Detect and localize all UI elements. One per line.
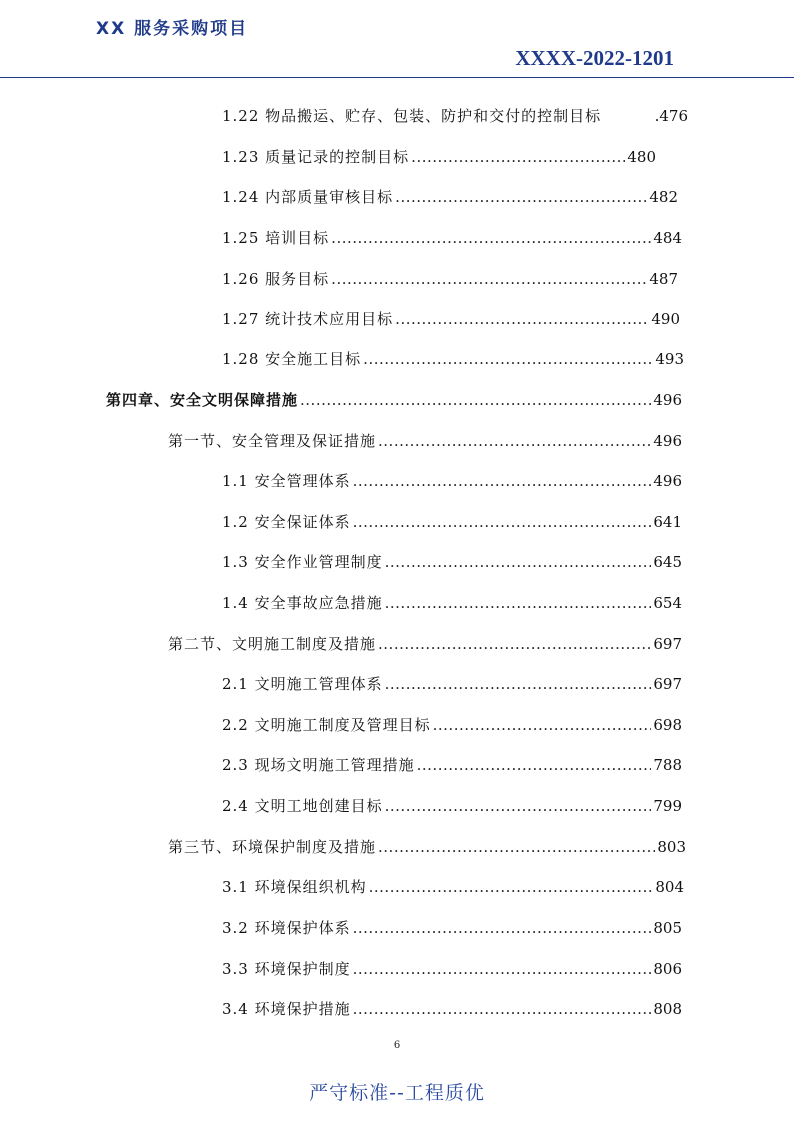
- toc-entry-page: 487: [649, 270, 678, 288]
- toc-leader: [385, 794, 652, 818]
- toc-leader: [395, 185, 647, 209]
- toc-entry-label: 1.2 安全保证体系: [222, 513, 351, 531]
- toc-entry-label: 1.1 安全管理体系: [222, 472, 351, 490]
- footer-motto: 严守标准--工程质优: [309, 1082, 485, 1104]
- toc-leader: [378, 835, 655, 859]
- toc-entry-label: 1.3 安全作业管理制度: [222, 553, 383, 571]
- toc-entry-label: 1.28 安全施工目标: [222, 350, 362, 368]
- toc-entry-page: 496: [653, 432, 682, 450]
- toc-entry-page: 654: [653, 594, 682, 612]
- toc-leader: [385, 550, 652, 574]
- page-number: 6: [393, 1040, 401, 1051]
- toc-entry-label: 第一节、安全管理及保证措施: [168, 432, 377, 450]
- toc-entry[interactable]: [222, 185, 678, 209]
- toc-leader: [417, 753, 652, 777]
- toc-leader: [363, 347, 653, 371]
- toc-entry-label: 3.3 环境保护制度: [222, 960, 351, 978]
- toc-entry[interactable]: [222, 753, 682, 777]
- toc-leader: [433, 713, 652, 737]
- toc-entry[interactable]: [222, 997, 682, 1021]
- toc-entry[interactable]: [222, 550, 682, 574]
- toc-entry-label: 1.26 服务目标: [222, 270, 330, 288]
- toc-entry-label: 1.23 质量记录的控制目标: [222, 148, 410, 166]
- toc-entry-page: 799: [653, 797, 682, 815]
- toc-entry-label: 3.4 环境保护措施: [222, 1000, 351, 1018]
- toc-entry-label: 1.22 物品搬运、贮存、包装、防护和交付的控制目标: [222, 107, 602, 125]
- toc-entry-label: 2.2 文明施工制度及管理目标: [222, 716, 431, 734]
- toc-section[interactable]: [168, 429, 682, 453]
- toc-entry[interactable]: [222, 226, 682, 250]
- toc-entry-label: 1.25 培训目标: [222, 229, 330, 247]
- toc-leader: [411, 145, 625, 169]
- toc-entry-page: 697: [653, 675, 682, 693]
- toc-entry[interactable]: [222, 713, 682, 737]
- toc-entry-page: 641: [653, 513, 682, 531]
- toc-leader: [378, 632, 651, 656]
- toc-leader: [353, 997, 652, 1021]
- toc-entry-label: 1.27 统计技术应用目标: [222, 310, 394, 328]
- toc-entry[interactable]: [222, 591, 682, 615]
- toc-entry-page: 788: [653, 756, 682, 774]
- toc-entry-label: 第四章、安全文明保障措施: [106, 391, 299, 409]
- toc-chapter[interactable]: [106, 388, 682, 412]
- project-title: XX 服务采购项目: [96, 19, 249, 39]
- toc-leader: [353, 916, 652, 940]
- toc-leader: [385, 672, 652, 696]
- toc-leader: [378, 429, 651, 453]
- toc-leader: [353, 469, 652, 493]
- toc-entry-page: 805: [653, 919, 682, 937]
- toc-entry[interactable]: [222, 510, 682, 534]
- toc-entry[interactable]: [222, 916, 682, 940]
- toc-entry-page: 496: [653, 472, 682, 490]
- toc-entry-page: 804: [655, 878, 684, 896]
- toc-leader: [331, 267, 647, 291]
- toc-entry[interactable]: [222, 307, 680, 331]
- toc-entry-page: 490: [651, 310, 680, 328]
- toc-entry-page: 482: [649, 188, 678, 206]
- toc-section[interactable]: [168, 835, 686, 859]
- document-code: XXXX-2022-1201: [515, 46, 674, 70]
- header-divider: [0, 77, 794, 78]
- toc-entry-page: 496: [653, 391, 682, 409]
- toc-entry-page: 698: [653, 716, 682, 734]
- toc-entry-page: .476: [654, 107, 688, 125]
- toc-entry-label: 3.2 环境保护体系: [222, 919, 351, 937]
- toc-entry-label: 2.3 现场文明施工管理措施: [222, 756, 415, 774]
- toc-entry-label: 2.1 文明施工管理体系: [222, 675, 383, 693]
- toc-leader: [331, 226, 651, 250]
- toc-entry[interactable]: [222, 875, 684, 899]
- toc-leader: [300, 388, 651, 412]
- toc-entry-label: 2.4 文明工地创建目标: [222, 797, 383, 815]
- toc-section[interactable]: [168, 632, 682, 656]
- toc-entry-page: 806: [653, 960, 682, 978]
- toc-entry[interactable]: [222, 672, 682, 696]
- toc-entry[interactable]: [222, 104, 688, 128]
- toc-entry-page: 697: [653, 635, 682, 653]
- toc-entry-label: 1.4 安全事故应急措施: [222, 594, 383, 612]
- toc-leader: [369, 875, 654, 899]
- toc-entry-page: 645: [653, 553, 682, 571]
- toc-leader: [385, 591, 652, 615]
- toc-entry[interactable]: [222, 794, 682, 818]
- toc-leader: [395, 307, 649, 331]
- toc-entry[interactable]: [222, 267, 678, 291]
- toc-entry-label: 3.1 环境保组织机构: [222, 878, 367, 896]
- toc-entry-label: 第二节、文明施工制度及措施: [168, 635, 377, 653]
- toc-entry-page: 480: [627, 148, 656, 166]
- toc-leader: [353, 510, 652, 534]
- toc-entry[interactable]: [222, 347, 684, 371]
- toc-entry-page: 803: [657, 838, 686, 856]
- toc-entry-label: 1.24 内部质量审核目标: [222, 188, 394, 206]
- toc-leader: [353, 957, 652, 981]
- toc-entry-page: 808: [653, 1000, 682, 1018]
- toc-entry[interactable]: [222, 957, 682, 981]
- toc-entry[interactable]: [222, 145, 656, 169]
- toc-entry-page: 484: [653, 229, 682, 247]
- toc-entry[interactable]: [222, 469, 682, 493]
- toc-entry-page: 493: [655, 350, 684, 368]
- toc-entry-label: 第三节、环境保护制度及措施: [168, 838, 377, 856]
